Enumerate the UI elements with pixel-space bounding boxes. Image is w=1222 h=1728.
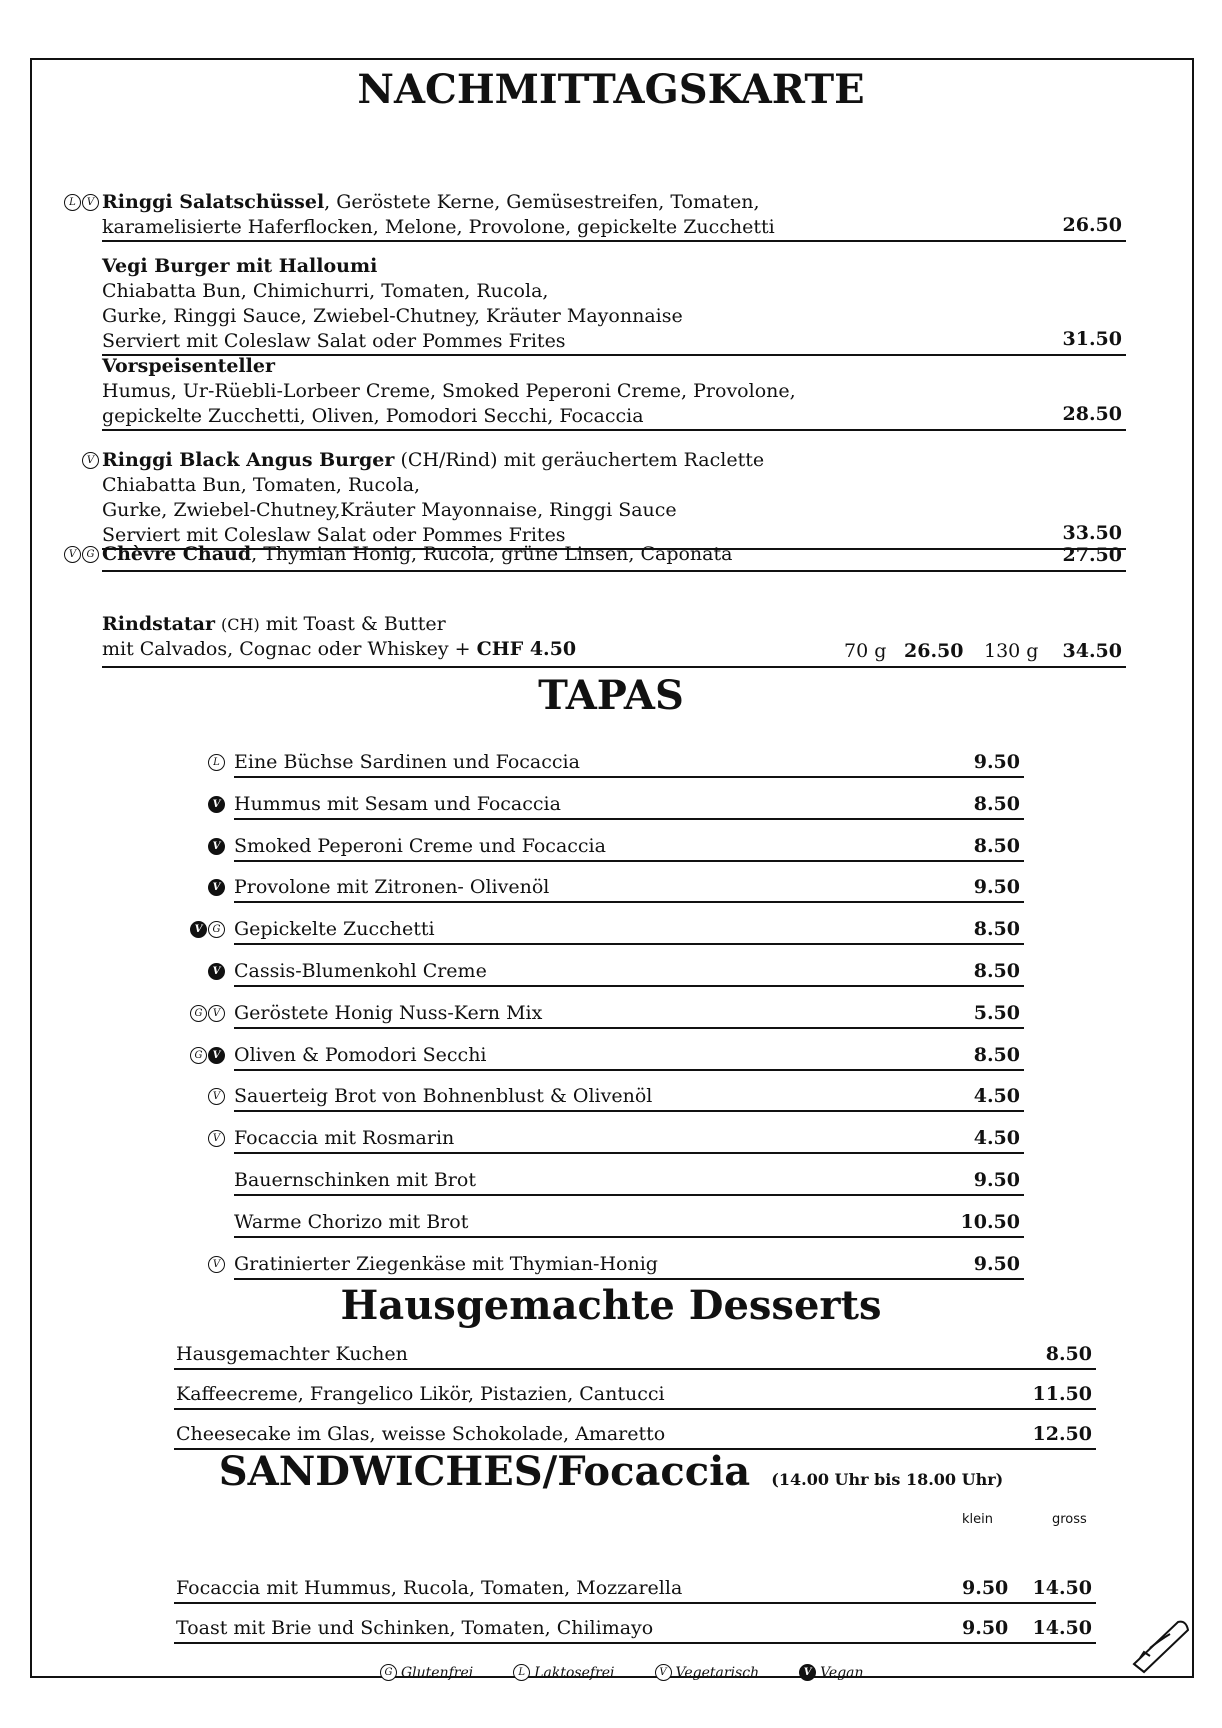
diet-marks: [208, 879, 225, 896]
tapas-row: [234, 1118, 1024, 1154]
tapas-price: 9.50: [973, 1169, 1020, 1191]
tapas-price: 5.50: [973, 1001, 1020, 1024]
diet-marks: [208, 1256, 225, 1273]
menu-item-name: Ringgi Black Angus Burger: [102, 449, 395, 471]
vegetarian-icon: V: [208, 1088, 225, 1105]
rindstatar-price-small: 26.50: [904, 640, 964, 662]
rindstatar-name: Rindstatar: [102, 613, 215, 635]
legend-label: Glutenfrei: [401, 1664, 474, 1681]
sandwich-price-large: 14.50: [1032, 1617, 1092, 1639]
tapas-price: 8.50: [973, 918, 1020, 941]
tapas-row: [234, 1202, 1024, 1238]
rindstatar-origin: (CH): [221, 615, 260, 634]
diet-marks: [64, 194, 99, 211]
vegetarian-icon: V: [82, 452, 99, 469]
dessert-row: [174, 1414, 1096, 1450]
tapas-label: Bauernschinken mit Brot: [234, 1169, 476, 1191]
sandwiches-time: (14.00 Uhr bis 18.00 Uhr): [771, 1470, 1004, 1489]
menu-item-description-line: Serviert mit Coleslaw Salat oder Pommes Frites: [102, 524, 566, 546]
diet-marks: [82, 452, 99, 469]
dessert-label: Kaffeecreme, Frangelico Likör, Pistazien, Cantucci: [176, 1383, 665, 1405]
sandwiches-title: SANDWICHES/Focaccia: [218, 1448, 751, 1495]
tapas-label: Geröstete Honig Nuss-Kern Mix: [234, 1001, 543, 1024]
legend-item: [655, 1664, 760, 1681]
menu-item-description: (CH/Rind) mit geräuchertem Raclette: [394, 449, 765, 471]
menu-item: [102, 542, 1126, 572]
vegetarian-icon: V: [208, 1005, 225, 1022]
legend-item: [799, 1664, 863, 1681]
sandwich-price-small: 9.50: [962, 1617, 1009, 1639]
rindstatar-chf: CHF 4.50: [476, 638, 577, 660]
vegan-icon: V: [208, 1047, 225, 1064]
menu-item-description-line: Gurke, Zwiebel-Chutney,Kräuter Mayonnaise, Ringgi Sauce: [102, 499, 677, 521]
sandwich-price-large: 14.50: [1032, 1577, 1092, 1599]
diet-marks: [208, 1088, 225, 1105]
vegetarian-icon: V: [655, 1664, 672, 1681]
rindstatar-item: [102, 612, 1126, 668]
menu-item: [102, 190, 1126, 242]
dessert-label: Hausgemachter Kuchen: [176, 1343, 408, 1365]
glutenfree-icon: G: [208, 921, 225, 938]
vegan-icon: V: [208, 838, 225, 855]
tapas-label: Focaccia mit Rosmarin: [234, 1127, 455, 1150]
rindstatar-price-large: 34.50: [1062, 640, 1122, 662]
diet-marks: [190, 1005, 225, 1022]
tapas-label: Eine Büchse Sardinen und Focaccia: [234, 751, 580, 773]
dessert-price: 8.50: [1045, 1343, 1092, 1365]
tapas-price: 9.50: [973, 876, 1020, 899]
rindstatar-size-large: 130 g: [984, 640, 1039, 662]
glutenfree-icon: G: [380, 1664, 397, 1681]
tapas-price: 8.50: [973, 1043, 1020, 1066]
glutenfree-icon: G: [82, 546, 99, 563]
tapas-title: TAPAS: [538, 672, 684, 719]
diet-marks: [208, 963, 225, 980]
vegan-icon: V: [208, 879, 225, 896]
cake-slice-icon: [1130, 1612, 1192, 1674]
dessert-price: 12.50: [1032, 1423, 1092, 1445]
menu-item-description-line: Chiabatta Bun, Tomaten, Rucola,: [102, 474, 421, 496]
rindstatar-line2: mit Calvados, Cognac oder Whiskey +: [102, 638, 477, 660]
tapas-price: 9.50: [973, 751, 1020, 773]
tapas-price: 9.50: [973, 1252, 1020, 1275]
size-large-label: gross: [1052, 1512, 1087, 1527]
diet-marks: [208, 796, 225, 813]
vegan-icon: V: [208, 796, 225, 813]
menu-item-description: , Geröstete Kerne, Gemüsestreifen, Tomaten,: [324, 191, 760, 213]
vegan-icon: V: [799, 1664, 816, 1681]
tapas-row: [234, 1035, 1024, 1071]
vegan-icon: V: [208, 963, 225, 980]
tapas-row: [234, 909, 1024, 945]
legend-item: [513, 1664, 614, 1681]
dessert-row: [174, 1334, 1096, 1370]
desserts-title: Hausgemachte Desserts: [340, 1282, 882, 1329]
diet-marks: [208, 754, 225, 771]
dessert-price: 11.50: [1032, 1383, 1092, 1405]
tapas-price: 8.50: [973, 834, 1020, 857]
legend-label: Laktosefrei: [534, 1664, 615, 1681]
tapas-row: [234, 1244, 1024, 1280]
lactosefree-icon: L: [208, 754, 225, 771]
vegetarian-icon: V: [208, 1130, 225, 1147]
vegan-icon: V: [190, 921, 207, 938]
tapas-label: Sauerteig Brot von Bohnenblust & Olivenöl: [234, 1085, 653, 1108]
size-small-label: klein: [962, 1512, 993, 1527]
vegetarian-icon: V: [82, 194, 99, 211]
menu-item-name: Vorspeisenteller: [102, 355, 275, 377]
menu-item: [102, 354, 1126, 431]
tapas-label: Cassis-Blumenkohl Creme: [234, 960, 487, 982]
tapas-row: [234, 993, 1024, 1029]
vegetarian-icon: V: [64, 546, 81, 563]
vegetarian-icon: V: [208, 1256, 225, 1273]
menu-item-price: 33.50: [1062, 522, 1122, 544]
tapas-price: 8.50: [973, 792, 1020, 815]
tapas-row: [234, 1076, 1024, 1112]
diet-marks: [208, 838, 225, 855]
sandwiches-heading: [0, 1448, 1222, 1495]
menu-item-description-line: Serviert mit Coleslaw Salat oder Pommes Frites: [102, 330, 566, 352]
diet-marks: [190, 1047, 225, 1064]
tapas-price: 10.50: [960, 1210, 1020, 1233]
glutenfree-icon: G: [190, 1047, 207, 1064]
lactosefree-icon: L: [64, 194, 81, 211]
menu-item-description-line: Chiabatta Bun, Chimichurri, Tomaten, Rucola,: [102, 280, 549, 302]
sandwich-label: Focaccia mit Hummus, Rucola, Tomaten, Mozzarella: [176, 1577, 683, 1599]
tapas-label: Gepickelte Zucchetti: [234, 918, 435, 941]
diet-marks: [64, 546, 99, 563]
tapas-label: Warme Chorizo mit Brot: [234, 1210, 469, 1233]
tapas-price: 4.50: [973, 1127, 1020, 1150]
tapas-row: [234, 742, 1024, 778]
tapas-price: 4.50: [973, 1085, 1020, 1108]
menu-item: [102, 254, 1126, 356]
menu-item-description-line: karamelisierte Haferflocken, Melone, Provolone, gepickelte Zucchetti: [102, 216, 775, 238]
tapas-row: [234, 1160, 1024, 1196]
menu-item-description-line: Gurke, Ringgi Sauce, Zwiebel-Chutney, Kräuter Mayonnaise: [102, 305, 683, 327]
tapas-row: [234, 826, 1024, 862]
diet-marks: [190, 921, 225, 938]
menu-item-description: , Thymian Honig, Rucola, grüne Linsen, Caponata: [251, 543, 733, 565]
menu-item: [102, 448, 1126, 550]
sandwich-row: [174, 1568, 1096, 1604]
tapas-label: Provolone mit Zitronen- Olivenöl: [234, 876, 550, 899]
menu-item-name: Ringgi Salatschüssel: [102, 191, 325, 213]
tapas-label: Smoked Peperoni Creme und Focaccia: [234, 834, 606, 857]
page-title: NACHMITTAGSKARTE: [357, 66, 865, 113]
menu-item-price: 26.50: [1062, 214, 1122, 236]
rindstatar-rest: mit Toast & Butter: [259, 613, 446, 635]
menu-item-description-line: Humus, Ur-Rüebli-Lorbeer Creme, Smoked Peperoni Creme, Provolone,: [102, 380, 796, 402]
menu-item-price: 31.50: [1062, 328, 1122, 350]
tapas-price: 8.50: [973, 960, 1020, 982]
sandwich-label: Toast mit Brie und Schinken, Tomaten, Chilimayo: [176, 1617, 654, 1639]
allergen-legend: [380, 1664, 864, 1681]
tapas-label: Gratinierter Ziegenkäse mit Thymian-Honig: [234, 1252, 658, 1275]
rindstatar-size-small: 70 g: [844, 640, 887, 662]
menu-item-description-line: gepickelte Zucchetti, Oliven, Pomodori Secchi, Focaccia: [102, 405, 644, 427]
lactosefree-icon: L: [513, 1664, 530, 1681]
menu-item-price: 27.50: [1062, 544, 1122, 566]
menu-item-name: Vegi Burger mit Halloumi: [102, 255, 378, 277]
tapas-row: [234, 951, 1024, 987]
legend-label: Vegetarisch: [675, 1664, 760, 1681]
sandwich-price-small: 9.50: [962, 1577, 1009, 1599]
dessert-label: Cheesecake im Glas, weisse Schokolade, Amaretto: [176, 1423, 666, 1445]
tapas-label: Oliven & Pomodori Secchi: [234, 1043, 487, 1066]
menu-item-price: 28.50: [1062, 403, 1122, 425]
dessert-row: [174, 1374, 1096, 1410]
menu-item-name: Chèvre Chaud: [102, 543, 252, 565]
sandwich-row: [174, 1608, 1096, 1644]
glutenfree-icon: G: [190, 1005, 207, 1022]
legend-item: [380, 1664, 473, 1681]
legend-label: Vegan: [820, 1664, 864, 1681]
diet-marks: [208, 1130, 225, 1147]
tapas-label: Hummus mit Sesam und Focaccia: [234, 792, 561, 815]
tapas-row: [234, 784, 1024, 820]
tapas-row: [234, 867, 1024, 903]
